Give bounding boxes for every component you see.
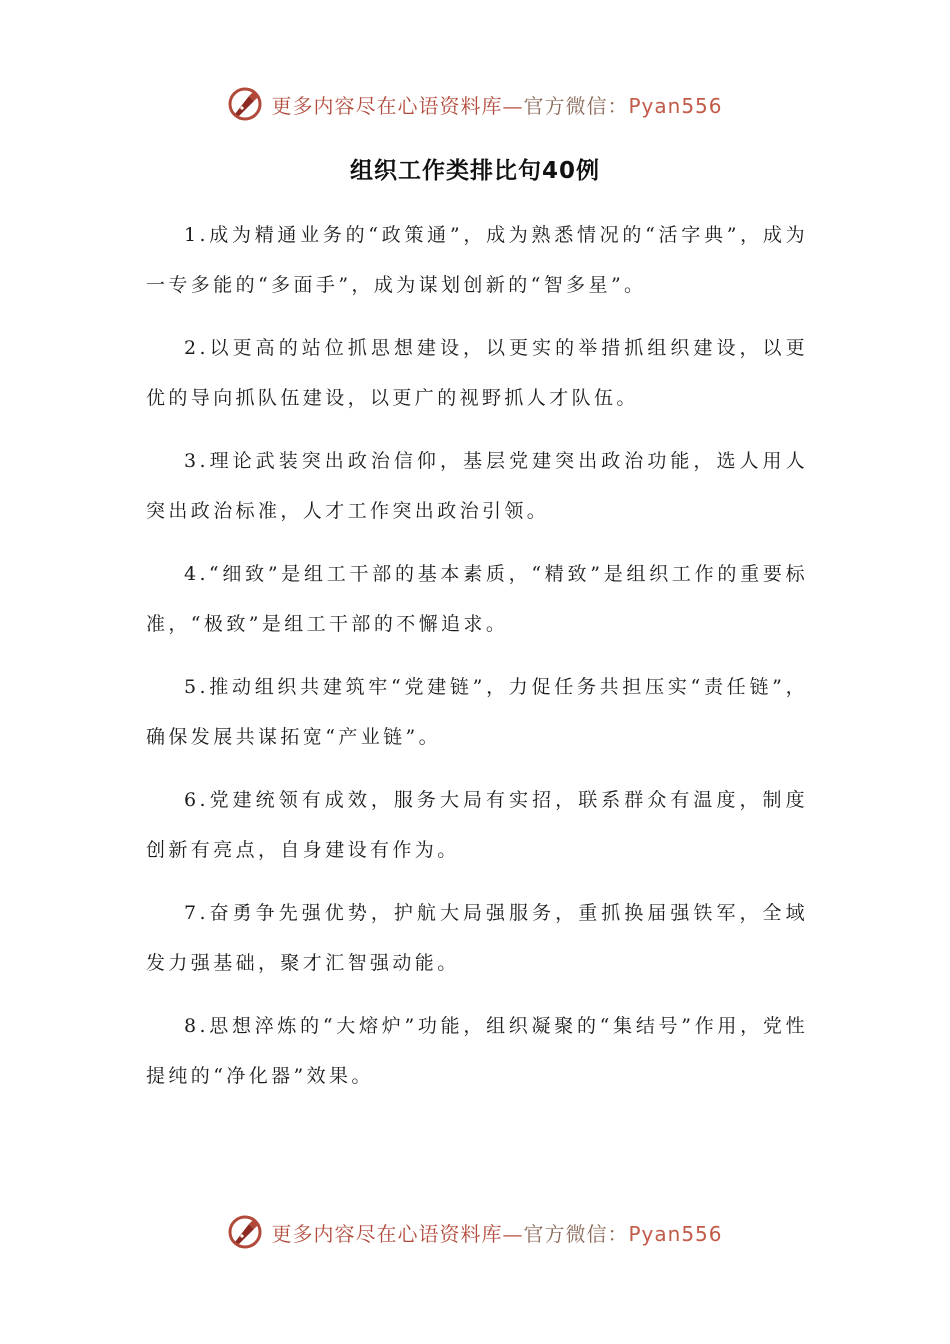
pen-nib-logo-icon — [227, 86, 263, 122]
pen-nib-logo-icon — [227, 1214, 263, 1250]
wechat-handle: Pyan556 — [628, 1221, 723, 1246]
paragraph-8: 8.思想淬炼的“大熔炉”功能，组织凝聚的“集结号”作用，党性提纯的“净化器”效果。 — [146, 1015, 808, 1087]
paragraph-2: 2.以更高的站位抓思想建设，以更实的举措抓组织建设，以更优的导向抓队伍建设，以更广的视野抓人才队伍。 — [146, 337, 808, 409]
paragraph-7: 7.奋勇争先强优势，护航大局强服务，重抓换届强铁军，全域发力强基础，聚才汇智强动能。 — [146, 902, 808, 974]
wechat-handle: Pyan556 — [628, 93, 723, 118]
banner-separator: — — [502, 1221, 524, 1246]
paragraph-3: 3.理论武装突出政治信仰，基层党建突出政治功能，选人用人突出政治标准，人才工作突出政治引领。 — [146, 450, 808, 522]
wechat-label: 官方微信： — [523, 1221, 629, 1246]
paragraph-1: 1.成为精通业务的“政策通”，成为熟悉情况的“活字典”，成为一专多能的“多面手”，成为谋划创新的“智多星”。 — [146, 224, 808, 296]
document-body — [146, 210, 808, 1114]
paragraph-6: 6.党建统领有成效，服务大局有实招，联系群众有温度，制度创新有亮点，自身建设有作为。 — [146, 789, 808, 861]
document-title: 组织工作类排比句40例 — [349, 158, 600, 184]
site-name: 更多内容尽在心语资料库 — [271, 93, 503, 118]
site-name: 更多内容尽在心语资料库 — [271, 1221, 503, 1246]
paragraph-4: 4.“细致”是组工干部的基本素质，“精致”是组织工作的重要标准，“极致”是组工干部的不懈追求。 — [146, 563, 808, 635]
banner-separator: — — [502, 93, 524, 118]
footer-banner — [0, 1212, 950, 1252]
header-banner-text — [271, 90, 722, 119]
wechat-label: 官方微信： — [523, 93, 629, 118]
paragraph-5: 5.推动组织共建筑牢“党建链”，力促任务共担压实“责任链”，确保发展共谋拓宽“产业链”。 — [146, 676, 808, 748]
header-banner — [0, 84, 950, 124]
footer-banner-text — [271, 1218, 722, 1247]
